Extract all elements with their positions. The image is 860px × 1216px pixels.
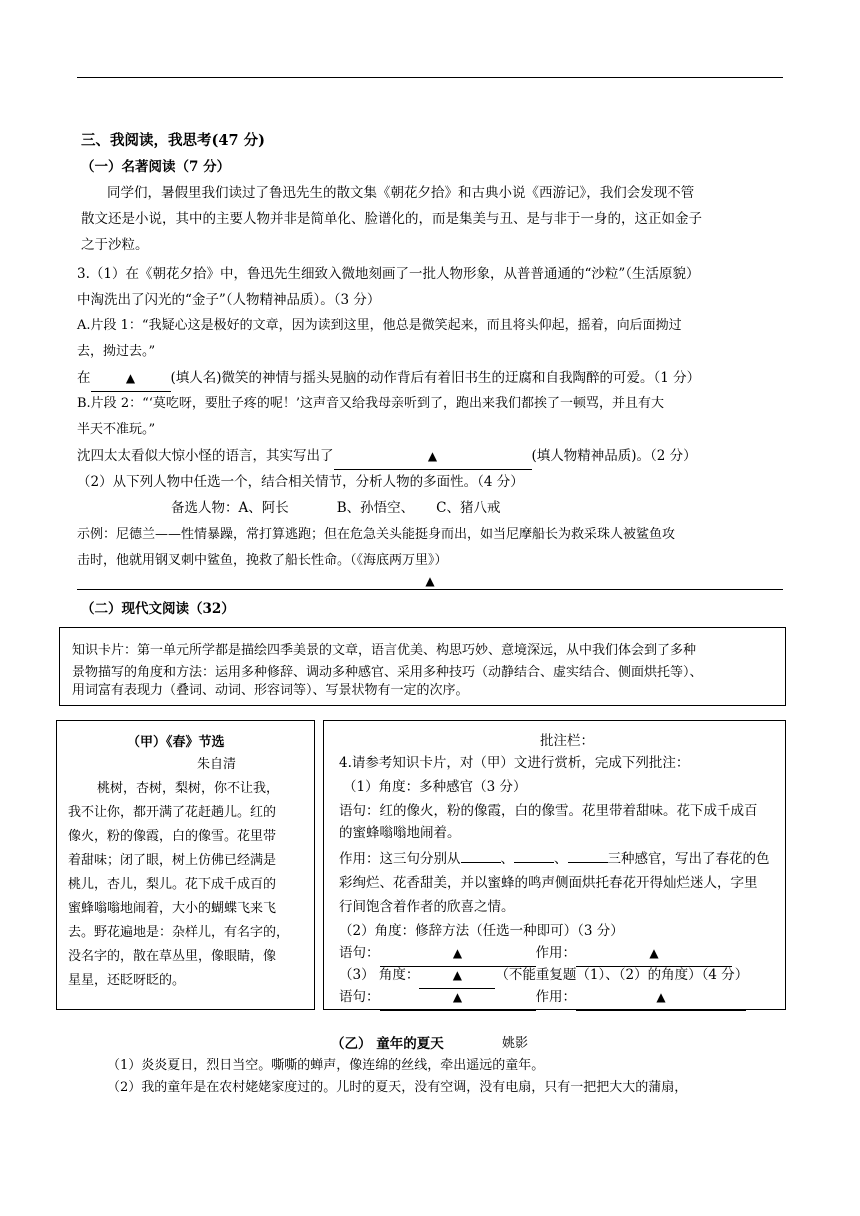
knowledge-card-line: 知识卡片：第一单元所学都是描绘四季美景的文章，语言优美、构思巧妙、意境深远，从中我们体会到了多种 bbox=[72, 643, 697, 658]
effect-label: 作用： bbox=[535, 945, 576, 961]
effect-blank[interactable] bbox=[576, 984, 746, 1011]
blank-triangle-icon: ▲ bbox=[425, 574, 435, 588]
answer-line[interactable] bbox=[77, 573, 783, 590]
separator: 、 bbox=[500, 851, 514, 867]
passage-jia-line: 星星，还眨呀眨的。 bbox=[68, 973, 186, 988]
question-3-1: 3.（1）在《朝花夕拾》中，鲁迅先生细致入微地刻画了一批人物形象，从普普通通的“沙粒”（生活原貌） bbox=[77, 266, 700, 282]
angle-3-answer bbox=[339, 984, 746, 1011]
blank-triangle-icon: ▲ bbox=[649, 946, 659, 960]
part2-title: （二）现代文阅读（32） bbox=[81, 601, 235, 617]
fragment-a: A.片段 1：“我疑心这是极好的文章，因为读到这里，他总是微笑起来，而且将头仰起，摇着，向后面拗过 bbox=[77, 318, 682, 333]
section-heading: 三、我阅读，我思考(47 分) bbox=[81, 132, 265, 149]
fragment-a: 去，拗过去。” bbox=[77, 344, 156, 359]
blank-triangle-icon: ▲ bbox=[427, 449, 438, 463]
knowledge-card bbox=[59, 627, 786, 706]
fragment-b-answer-pre: 沈四太太看似大惊小怪的语言，其实写出了 bbox=[77, 448, 334, 464]
candidate-item: A、阿长 bbox=[238, 500, 289, 516]
sentence-blank[interactable] bbox=[380, 984, 536, 1011]
angle-1-sentence: 语句：红的像火，粉的像霞，白的像雪。花里带着甜味。花下成千成百 bbox=[339, 803, 758, 819]
example-text: 示例：尼德兰——性情暴躁，常打算逃跑；但在危急关头能挺身而出，如当尼摩船长为救采珠人被鲨鱼攻 bbox=[77, 527, 676, 542]
angle-1-title: （1）角度：多种感官（3 分） bbox=[343, 779, 527, 795]
candidates-label: 备选人物： bbox=[171, 500, 239, 516]
angle-3-post: （不能重复题（1）、（2）的角度）（4 分） bbox=[495, 967, 749, 983]
blank-triangle-icon: ▲ bbox=[452, 990, 463, 1004]
passage-jia-author: 朱自清 bbox=[197, 757, 237, 772]
fragment-b-answer-post: (填人物精神品质)。（2 分） bbox=[531, 448, 697, 464]
angle-1-effect-post: 三种感官，写出了春花的色 bbox=[607, 851, 770, 867]
passage-jia-line: 去。野花遍地是：杂样儿，有名字的， bbox=[68, 925, 290, 940]
question-4: 4.请参考知识卡片，对（甲）文进行赏析，完成下列批注： bbox=[339, 755, 690, 771]
blank-triangle-icon: ▲ bbox=[452, 946, 463, 960]
annotation-box bbox=[323, 720, 786, 1010]
passage-jia-box bbox=[56, 720, 315, 1010]
sense-blank[interactable] bbox=[461, 862, 501, 863]
candidate-item: C、猪八戒 bbox=[436, 500, 501, 516]
annotation-title: 批注栏： bbox=[540, 733, 594, 749]
passage-jia-line: 我不让你，都开满了花赶趟儿。红的 bbox=[68, 805, 277, 820]
intro-line: 之于沙粒。 bbox=[81, 237, 149, 253]
blank-triangle-icon: ▲ bbox=[125, 371, 136, 385]
passage-yi-paragraph: （2）我的童年是在农村姥姥家度过的。儿时的夏天，没有空调，没有电扇，只有一把把大大的蒲扇， bbox=[107, 1080, 688, 1095]
fragment-b-answer-blank[interactable] bbox=[334, 443, 532, 470]
passage-yi-author: 姚影 bbox=[502, 1036, 529, 1051]
fragment-b: B.片段 2：“‘莫吃呀，要肚子疼的呢！’这声音又给我母亲听到了，跑出来我们都挨了一顿骂，并且有大 bbox=[77, 396, 665, 411]
example-text: 击时，他就用钢叉刺中鲨鱼，挽救了船长性命。（《海底两万里》） bbox=[77, 553, 448, 568]
part1-title: （一）名著阅读（7 分） bbox=[81, 159, 231, 175]
question-3-2: （2）从下列人物中任选一个，结合相关情节，分析人物的多面性。（4 分） bbox=[77, 474, 524, 490]
sentence-label: 语句： bbox=[339, 945, 380, 961]
angle-1-effect-more: 彩绚烂、花香甜美，并以蜜蜂的鸣声侧面烘托春花开得灿烂迷人，字里 bbox=[339, 875, 758, 891]
passage-jia-line: 像火，粉的像霞，白的像雪。花里带 bbox=[68, 829, 277, 844]
angle-1-effect-pre: 作用：这三句分别从 bbox=[339, 851, 461, 867]
fragment-a-answer-line bbox=[77, 365, 700, 392]
sense-blank[interactable] bbox=[568, 862, 608, 863]
fragment-a-answer-pre: 在 bbox=[77, 370, 91, 386]
passage-yi-paragraph: （1）炎炎夏日，烈日当空。嘶嘶的蝉声，像连绵的丝线，牵出遥远的童年。 bbox=[107, 1058, 545, 1073]
passage-jia-line: 桃儿，杏儿，梨儿。花下成千成百的 bbox=[68, 877, 277, 892]
fragment-a-answer-blank[interactable] bbox=[91, 365, 171, 392]
header-rule bbox=[77, 77, 783, 78]
passage-jia-title: （甲）《春》节选 bbox=[127, 735, 225, 750]
blank-triangle-icon: ▲ bbox=[656, 990, 666, 1004]
passage-jia-line: 着甜味；闭了眼，树上仿佛已经满是 bbox=[68, 853, 277, 868]
angle-1-effect-more: 行间饱含着作者的欣喜之情。 bbox=[339, 899, 515, 915]
passage-jia-line: 桃树，杏树，梨树，你不让我， bbox=[97, 781, 280, 796]
passage-jia-line: 蜜蜂嗡嗡地闹着，大小的蝴蝶飞来飞 bbox=[68, 901, 277, 916]
sense-blank[interactable] bbox=[514, 862, 554, 863]
separator: 、 bbox=[554, 851, 568, 867]
angle-1-effect bbox=[339, 846, 770, 872]
effect-label: 作用： bbox=[535, 989, 576, 1005]
angle-2-title: （2）角度：修辞方法（任选一种即可）（3 分） bbox=[339, 923, 624, 939]
candidates-row bbox=[171, 495, 501, 521]
knowledge-card-line: 景物描写的角度和方法：运用多种修辞、调动多种感官、采用多种技巧（动静结合、虚实结合、侧面烘托等）、 bbox=[72, 665, 703, 680]
candidate-item: B、孙悟空、 bbox=[336, 500, 415, 516]
fragment-b-answer-line bbox=[77, 443, 697, 470]
knowledge-card-line: 用词富有表现力（叠词、动词、形容词等）、写景状物有一定的次序。 bbox=[72, 683, 469, 698]
fragment-b: 半天不准玩。” bbox=[77, 422, 156, 437]
fragment-a-answer-post: (填人名)微笑的神情与摇头晃脑的动作背后有着旧书生的迂腐和自我陶醉的可爱。（1 分） bbox=[170, 370, 701, 386]
sentence-label: 语句： bbox=[339, 989, 380, 1005]
blank-triangle-icon: ▲ bbox=[452, 968, 462, 982]
question-3-1: 中淘洗出了闪光的“金子”（人物精神品质）。（3 分） bbox=[77, 292, 381, 308]
angle-1-sentence: 的蜜蜂嗡嗡地闹着。 bbox=[339, 825, 461, 841]
intro-line: 同学们，暑假里我们读过了鲁迅先生的散文集《朝花夕拾》和古典小说《西游记》，我们会发现不管 bbox=[107, 185, 695, 201]
angle-3-pre: （3） 角度： bbox=[339, 967, 420, 983]
intro-line: 散文还是小说，其中的主要人物并非是简单化、脸谱化的，而是集美与丑、是与非于一身的，这正如金子 bbox=[81, 211, 702, 227]
passage-yi-title: （乙） 童年的夏天 bbox=[331, 1036, 444, 1052]
passage-jia-line: 没名字的，散在草丛里，像眼睛，像 bbox=[68, 949, 277, 964]
